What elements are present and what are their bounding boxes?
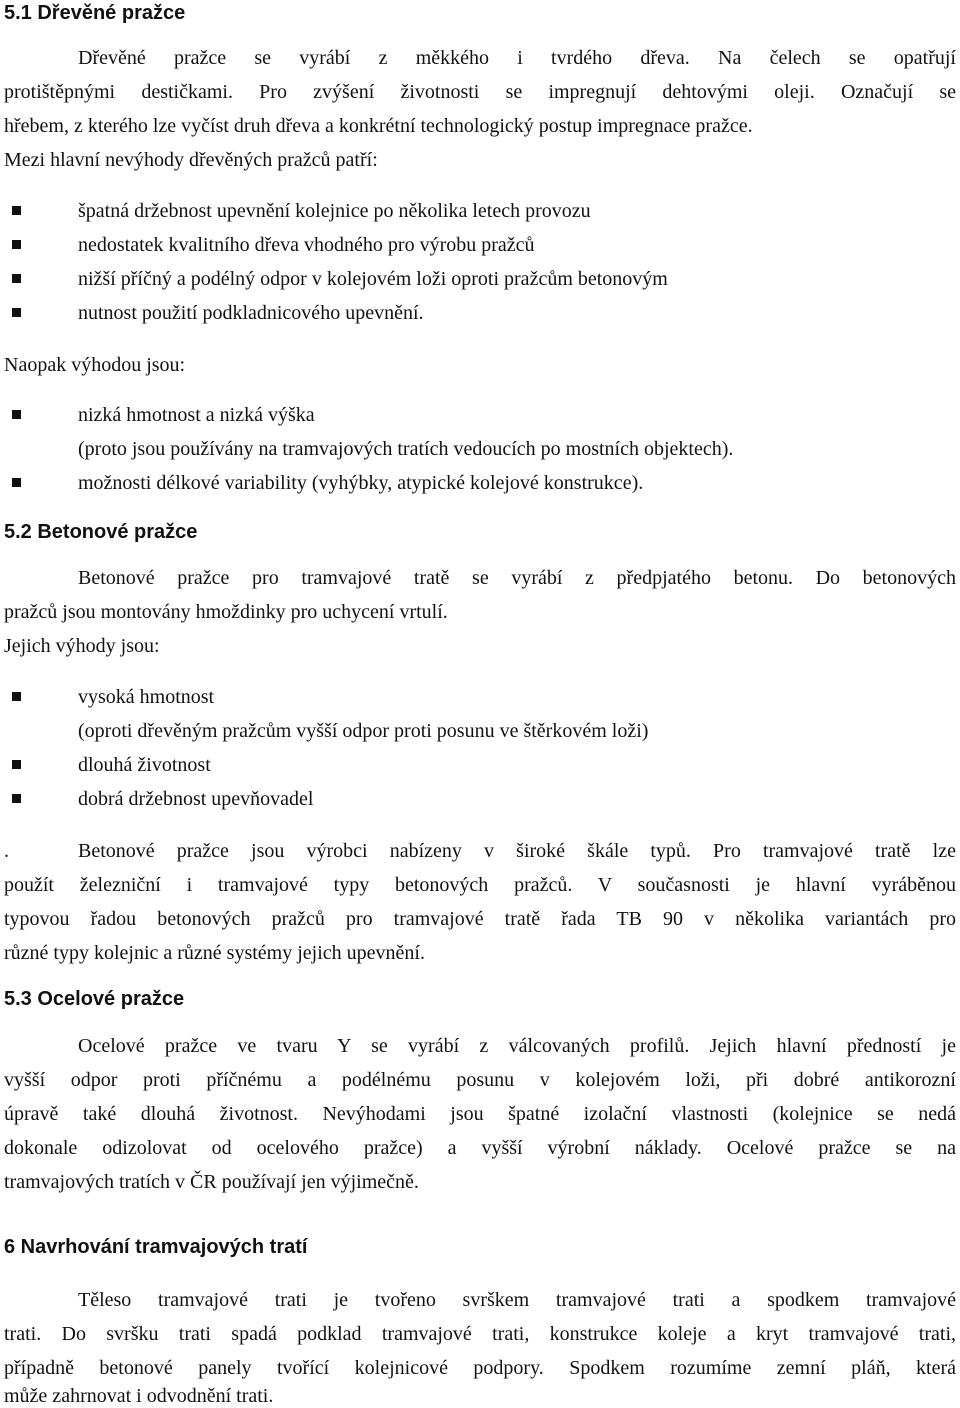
paragraph-line: dokonale odizolovat od ocelového pražce) a vyšší výrobní náklady. Ocelové pražce se na <box>4 1137 956 1159</box>
paragraph-line: tramvajových tratích v ČR používají jen výjimečně. <box>4 1171 419 1193</box>
paragraph-line: může zahrnovat i odvodnění trati. <box>4 1385 274 1407</box>
list-item: dobrá držebnost upevňovadel <box>78 788 314 810</box>
bullet-icon <box>12 794 21 803</box>
paragraph-line: typovou řadou betonových pražců pro tramvajové tratě řada TB 90 v několika variantách pro <box>4 908 956 930</box>
bullet-icon <box>12 760 21 769</box>
section-heading-5-3: 5.3 Ocelové pražce <box>4 988 185 1010</box>
paragraph-line: Těleso tramvajové trati je tvořeno svrškem tramvajové trati a spodkem tramvajové <box>78 1289 956 1311</box>
list-item: špatná držebnost upevnění kolejnice po několika letech provozu <box>78 200 591 222</box>
list-item: nizká hmotnost a nizká výška <box>78 404 315 426</box>
paragraph-line: úpravě také dlouhá životnost. Nevýhodami jsou špatné izolační vlastnosti (kolejnice se nedá <box>4 1103 956 1125</box>
section-heading-6: 6 Navrhování tramvajových tratí <box>4 1236 308 1258</box>
stray-dot: . <box>4 840 9 862</box>
bullet-icon <box>12 692 21 701</box>
paragraph-line: Ocelové pražce ve tvaru Y se vyrábí z válcovaných profilů. Jejich hlavní předností je <box>78 1035 956 1057</box>
bullet-icon <box>12 240 21 249</box>
list-item: vysoká hmotnost <box>78 686 215 708</box>
paragraph-line: trati. Do svršku trati spadá podklad tramvajové trati, konstrukce koleje a kryt tramvajové trati, <box>4 1323 956 1345</box>
paragraph-line: případně betonové panely tvořící kolejnicové podpory. Spodkem rozumíme zemní pláň, která <box>4 1357 956 1379</box>
paragraph-line: protištěpnými destičkami. Pro zvýšení životnosti se impregnují dehtovými oleji. Označují se <box>4 81 956 103</box>
paragraph-line: Jejich výhody jsou: <box>4 635 160 657</box>
paragraph-line: Mezi hlavní nevýhody dřevěných pražců patří: <box>4 149 378 171</box>
paragraph-line: vyšší odpor proti příčnému a podélnému posunu v kolejovém loži, při dobré antikorozní <box>4 1069 956 1091</box>
list-item-continuation: (oproti dřevěným pražcům vyšší odpor proti posunu ve štěrkovém loži) <box>78 720 649 742</box>
paragraph-line: hřebem, z kterého lze vyčíst druh dřeva a konkrétní technologický postup impregnace pražce. <box>4 115 753 137</box>
section-heading-5-2: 5.2 Betonové pražce <box>4 521 198 543</box>
bullet-icon <box>12 410 21 419</box>
list-item: dlouhá životnost <box>78 754 211 776</box>
bullet-icon <box>12 274 21 283</box>
paragraph-line: použít železniční i tramvajové typy betonových pražců. V současnosti je hlavní vyráběnou <box>4 874 956 896</box>
list-item: možnosti délkové variability (vyhýbky, atypické kolejové konstrukce). <box>78 472 644 494</box>
list-item-continuation: (proto jsou používány na tramvajových tratích vedoucích po mostních objektech). <box>78 438 734 460</box>
section-heading-5-1: 5.1 Dřevěné pražce <box>4 2 186 24</box>
list-item: nutnost použití podkladnicového upevnění. <box>78 302 424 324</box>
paragraph-line: Dřevěné pražce se vyrábí z měkkého i tvrdého dřeva. Na čelech se opatřují <box>78 47 956 69</box>
paragraph-line: pražců jsou montovány hmoždinky pro uchycení vrtulí. <box>4 601 448 623</box>
paragraph-line: Betonové pražce jsou výrobci nabízeny v široké škále typů. Pro tramvajové tratě lze <box>78 840 956 862</box>
list-item: nedostatek kvalitního dřeva vhodného pro výrobu pražců <box>78 234 535 256</box>
bullet-icon <box>12 206 21 215</box>
paragraph-line: různé typy kolejnic a různé systémy jejich upevnění. <box>4 942 425 964</box>
bullet-icon <box>12 308 21 317</box>
bullet-icon <box>12 478 21 487</box>
paragraph-line: Betonové pražce pro tramvajové tratě se vyrábí z předpjatého betonu. Do betonových <box>78 567 956 589</box>
paragraph-line: Naopak výhodou jsou: <box>4 354 186 376</box>
list-item: nižší příčný a podélný odpor v kolejovém loži oproti pražcům betonovým <box>78 268 668 290</box>
